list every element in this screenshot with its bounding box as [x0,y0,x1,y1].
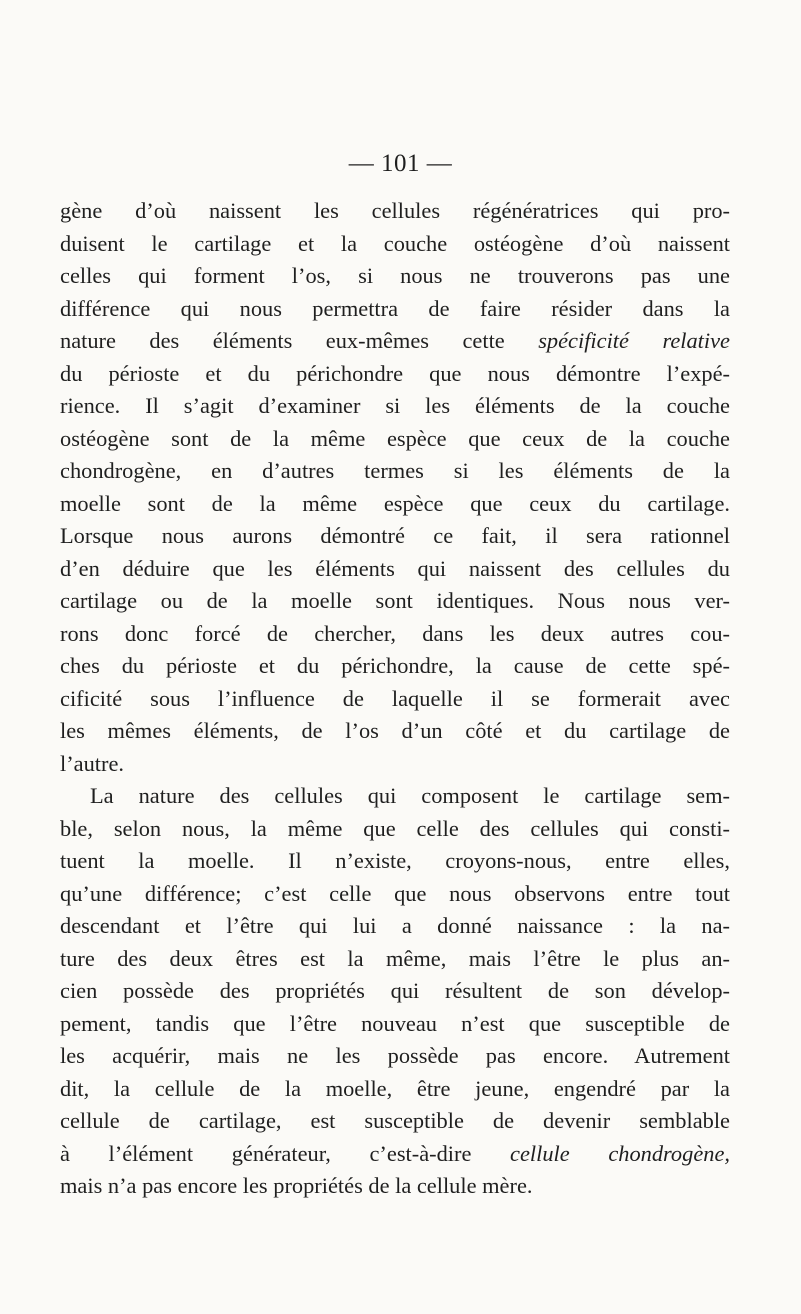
text-line: duisent le cartilage et la couche ostéogène d’où naissent [60,230,730,256]
text-line: ble, selon nous, la même que celle des cellules qui consti- [60,815,730,841]
text-line-with-italic [60,325,730,358]
text-line: ture des deux êtres est la même, mais l’être le plus an- [60,945,730,971]
text-line: qu’une différence; c’est celle que nous observons entre tout [60,880,730,906]
text-line-paragraph-end: mais n’a pas encore les propriétés de la cellule mère. [60,1173,533,1198]
text-line: cien possède des propriétés qui résultent de son dévelop- [60,978,730,1003]
text-line: pement, tandis que l’être nouveau n’est que susceptible de [60,1010,730,1036]
text-line: rons donc forcé de chercher, dans les deux autres cou- [60,620,730,646]
text-segment: à l’élément générateur, c’est-à-dire [60,1140,511,1166]
italic-phrase: cellule chondrogène, [510,1140,730,1166]
text-line-paragraph-start: La nature des cellules qui composent le cartilage sem- [90,783,730,808]
italic-phrase: spécificité relative [538,328,730,353]
text-segment: nature des éléments eux-mêmes cette [60,328,539,353]
text-line: cificité sous l’influence de laquelle il se formerait avec [60,685,730,711]
text-line: chondrogène, en d’autres termes si les éléments de la [60,458,730,483]
text-line: du périoste et du périchondre que nous démontre l’expé- [60,360,730,386]
text-line: celles qui forment l’os, si nous ne trouverons pas une [60,263,730,288]
body-text [60,195,730,1203]
text-line: ches du périoste et du périchondre, la cause de cette spé- [60,653,730,678]
text-line: descendant et l’être qui lui a donné naissance : la na- [60,913,730,938]
text-line: Lorsque nous aurons démontré ce fait, il sera rationnel [60,523,730,548]
page-number: — 101 — [348,150,453,177]
text-line-paragraph-end: l’autre. [60,750,125,776]
text-line: différence qui nous permettra de faire résider dans la [60,295,730,321]
text-line: les acquérir, mais ne les possède pas encore. Autrement [60,1043,730,1068]
text-line-with-italic [60,1138,730,1171]
text-line: les mêmes éléments, de l’os d’un côté et du cartilage de [60,718,730,743]
text-line: moelle sont de la même espèce que ceux du cartilage. [60,490,730,516]
text-line: d’en déduire que les éléments qui naissent des cellules du [60,555,730,581]
text-line: dit, la cellule de la moelle, être jeune, engendré par la [60,1075,730,1101]
text-line: rience. Il s’agit d’examiner si les éléments de la couche [60,393,730,418]
text-line: ostéogène sont de la même espèce que ceux de la couche [60,425,730,451]
text-line: cellule de cartilage, est susceptible de devenir semblable [60,1108,730,1133]
text-line: cartilage ou de la moelle sont identiques. Nous nous ver- [60,588,730,613]
text-line: gène d’où naissent les cellules régénératrices qui pro- [60,198,730,223]
text-line: tuent la moelle. Il n’existe, croyons-nous, entre elles, [60,848,730,873]
